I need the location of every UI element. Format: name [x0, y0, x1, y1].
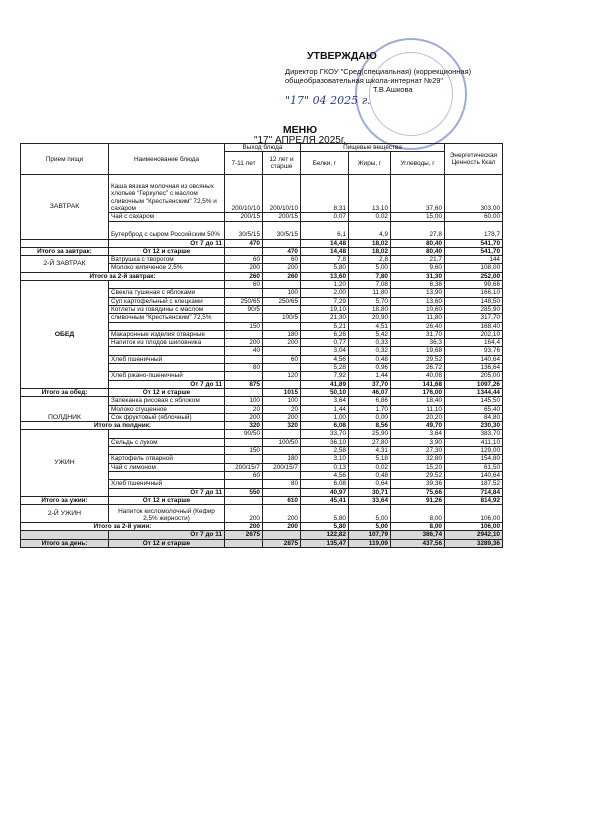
cell-total-output: 550 — [225, 488, 263, 496]
total-row — [21, 239, 503, 247]
cell-carbs: 8,38 — [391, 281, 445, 289]
cell-age1: 90/50 — [225, 430, 263, 438]
cell-energy: 202,10 — [445, 330, 503, 338]
cell-carbs: 386,74 — [391, 531, 445, 539]
cell-carbs: 29,52 — [391, 471, 445, 479]
cell-age1: 200 — [225, 523, 263, 531]
cell-energy: 144 — [445, 256, 503, 264]
cell-energy: 106,00 — [445, 505, 503, 523]
total-label: Итого за ужин: — [21, 496, 109, 504]
cell-carbs: 29,52 — [391, 355, 445, 363]
cell-age2: 200/15 — [263, 213, 301, 221]
cell-total-output: 875 — [225, 380, 263, 388]
cell-carbs: 13,90 — [391, 289, 445, 297]
cell-age1: 150 — [225, 322, 263, 330]
cell-age1: 200 — [225, 264, 263, 272]
cell-energy: 252,00 — [445, 272, 503, 280]
cell-age2: 80 — [263, 480, 301, 488]
cell-fat: 0,02 — [349, 213, 391, 221]
cell-carbs: 27,30 — [391, 447, 445, 455]
cell-energy: 187,52 — [445, 480, 503, 488]
cell-age2: 100/5 — [263, 314, 301, 322]
cell-carbs: 8,00 — [391, 505, 445, 523]
cell-protein: 1,44 — [301, 405, 349, 413]
cell-protein: 0,07 — [301, 213, 349, 221]
cell-protein: 14,48 — [301, 247, 349, 255]
cell-energy: 303,00 — [445, 175, 503, 213]
cell-protein: 40,97 — [301, 488, 349, 496]
director-name: Т.В.Ашкова — [373, 85, 413, 94]
cell-age2: 100/50 — [263, 438, 301, 446]
approval-line-2: общеобразовательная школа-интернат №29" — [285, 76, 444, 85]
cell-energy: 383,70 — [445, 430, 503, 438]
cell-age1: 60 — [225, 256, 263, 264]
cell-carbs: 176,00 — [391, 388, 445, 396]
cell-age1: 200/10/10 — [225, 175, 263, 213]
cell-energy: 1344,44 — [445, 388, 503, 396]
cell-carbs: 13,60 — [391, 297, 445, 305]
cell-protein: 5,21 — [301, 322, 349, 330]
total-label: Итого за 2-й ужин: — [21, 523, 225, 531]
cell-protein: 135,47 — [301, 539, 349, 547]
cell-energy: 230,30 — [445, 422, 503, 430]
cell-total-output: 1015 — [263, 388, 301, 396]
cell-carbs: 21,7 — [391, 256, 445, 264]
cell-carbs: 49,70 — [391, 422, 445, 430]
cell-carbs: 31,70 — [391, 330, 445, 338]
cell-fat: 33,64 — [349, 496, 391, 504]
dish-name: Запеканка рисовая с яблоком — [109, 397, 225, 405]
table-row — [21, 505, 503, 523]
cell-fat: 4,31 — [349, 447, 391, 455]
cell-protein: 33,70 — [301, 430, 349, 438]
cell-energy: 178,7 — [445, 221, 503, 239]
cell-protein: 50,10 — [301, 388, 349, 396]
dish-name: Сельдь с луком — [109, 438, 225, 446]
cell-energy: 1097,26 — [445, 380, 503, 388]
cell-fat: 27,80 — [349, 438, 391, 446]
cell-protein: 6,08 — [301, 480, 349, 488]
approval-line-1: Директор ГКОУ "Сред(специальная) (коррекционная) — [285, 67, 472, 76]
cell-energy: 205,00 — [445, 372, 503, 380]
cell-protein: 122,82 — [301, 531, 349, 539]
dish-name: Ватрушка с творогом — [109, 256, 225, 264]
cell-carbs: 75,66 — [391, 488, 445, 496]
cell-fat: 119,09 — [349, 539, 391, 547]
cell-age1: 80 — [225, 364, 263, 372]
cell-age1: 60 — [225, 281, 263, 289]
cell-energy: 814,92 — [445, 496, 503, 504]
cell-energy: 145,50 — [445, 397, 503, 405]
cell-carbs: 10,60 — [391, 305, 445, 313]
dish-name: Котлеты из говядины с маслом — [109, 305, 225, 313]
cell-fat: 0,32 — [349, 347, 391, 355]
cell-carbs: 36,3 — [391, 339, 445, 347]
cell-fat: 7,80 — [349, 272, 391, 280]
meal-dinner: УЖИН — [21, 430, 109, 496]
col-energy: Энергетическая Ценность Ккал — [445, 144, 503, 175]
cell-protein: 7,29 — [301, 297, 349, 305]
dish-name: Суп картофельный с клецками — [109, 297, 225, 305]
table-row — [21, 430, 503, 438]
cell-protein: 4,56 — [301, 471, 349, 479]
cell-age2: 200 — [263, 413, 301, 421]
dish-name: Свекла тушеная с яблоками — [109, 289, 225, 297]
cell-age1: 200 — [225, 413, 263, 421]
cell-fat: 0,64 — [349, 480, 391, 488]
cell-energy: 154,80 — [445, 455, 503, 463]
age-label: От 7 до 11 — [109, 488, 225, 496]
cell-energy: 317,70 — [445, 314, 503, 322]
cell-carbs: 26,72 — [391, 364, 445, 372]
meal-snack: ПОЛДНИК — [21, 397, 109, 422]
col-carbs: Углеводы, г — [391, 152, 445, 175]
cell-age2: 60 — [263, 256, 301, 264]
table-row — [21, 397, 503, 405]
cell-energy: 166,10 — [445, 289, 503, 297]
cell-carbs: 19,68 — [391, 347, 445, 355]
handwritten-date: "17" 04 2025 г. — [285, 94, 371, 107]
cell-energy: 93,76 — [445, 347, 503, 355]
col-age1: 7-11 лет — [225, 152, 263, 175]
cell-fat: 0,33 — [349, 339, 391, 347]
total-row — [21, 496, 503, 504]
age-label: От 7 до 11 — [109, 380, 225, 388]
cell-fat: 0,96 — [349, 364, 391, 372]
cell-age2: 320 — [263, 422, 301, 430]
cell-fat: 8,56 — [349, 422, 391, 430]
cell-age2: 100 — [263, 289, 301, 297]
cell-carbs: 40,08 — [391, 372, 445, 380]
meal-breakfast2: 2-Й ЗАВТРАК — [21, 256, 109, 273]
cell-protein: 8,31 — [301, 175, 349, 213]
cell-fat: 25,90 — [349, 430, 391, 438]
col-protein: Белки, г — [301, 152, 349, 175]
cell-carbs: 15,00 — [391, 213, 445, 221]
cell-fat: 5,42 — [349, 330, 391, 338]
meal-dinner2: 2-Й УЖИН — [21, 505, 109, 523]
cell-age2: 200 — [263, 264, 301, 272]
cell-energy: 60,00 — [445, 213, 503, 221]
cell-carbs: 8,00 — [391, 523, 445, 531]
cell-protein: 7,8 — [301, 256, 349, 264]
dish-name: Чай с сахаром — [109, 213, 225, 221]
cell-fat: 0,48 — [349, 355, 391, 363]
cell-carbs: 18,40 — [391, 397, 445, 405]
cell-age1: 100 — [225, 397, 263, 405]
cell-age2: 180 — [263, 455, 301, 463]
cell-energy: 61,50 — [445, 463, 503, 471]
menu-table — [20, 143, 503, 548]
cell-fat: 11,80 — [349, 289, 391, 297]
cell-age2: 260 — [263, 272, 301, 280]
page-title: МЕНЮ — [282, 124, 318, 136]
approval-date — [285, 94, 371, 107]
table-row — [21, 175, 503, 213]
dish-name: Напиток из плодов шиповника — [109, 339, 225, 347]
cell-fat: 7,08 — [349, 281, 391, 289]
cell-carbs: 91,26 — [391, 496, 445, 504]
cell-protein: 36,10 — [301, 438, 349, 446]
cell-protein: 5,80 — [301, 505, 349, 523]
col-dish: Наименование блюда — [109, 144, 225, 175]
cell-age2: 200/15/7 — [263, 463, 301, 471]
cell-age1: 200 — [225, 339, 263, 347]
cell-age2: 60 — [263, 355, 301, 363]
header-row — [21, 144, 503, 152]
cell-protein: 2,58 — [301, 447, 349, 455]
cell-fat: 18,02 — [349, 239, 391, 247]
cell-protein: 4,56 — [301, 355, 349, 363]
age-label: От 12 и старше — [109, 539, 225, 547]
cell-protein: 6,26 — [301, 330, 349, 338]
cell-carbs: 15,20 — [391, 463, 445, 471]
total-row — [21, 422, 503, 430]
cell-total-output: 470 — [225, 239, 263, 247]
cell-carbs: 32,80 — [391, 455, 445, 463]
cell-age2: 180 — [263, 330, 301, 338]
cell-fat: 6,86 — [349, 397, 391, 405]
total-row — [21, 523, 503, 531]
cell-fat: 1,70 — [349, 405, 391, 413]
cell-carbs: 26,40 — [391, 322, 445, 330]
cell-protein: 5,80 — [301, 523, 349, 531]
dish-name: Хлеб ржано-пшеничный — [109, 372, 225, 380]
dish-name: Напиток кисломолочный (Кефир 2,5% жирности) — [109, 505, 225, 523]
cell-energy: 714,84 — [445, 488, 503, 496]
total-label: Итого за завтрак: — [21, 247, 109, 255]
cell-energy: 148,50 — [445, 297, 503, 305]
age-label: От 12 и старше — [109, 388, 225, 396]
total-row — [21, 247, 503, 255]
total-label: Итого за обед: — [21, 388, 109, 396]
dish-name: Молоко сгущенное — [109, 405, 225, 413]
total-row — [21, 531, 503, 539]
cell-fat: 46,07 — [349, 388, 391, 396]
cell-fat: 5,00 — [349, 264, 391, 272]
cell-energy: 106,00 — [445, 523, 503, 531]
cell-energy: 541,70 — [445, 239, 503, 247]
cell-protein: 19,10 — [301, 305, 349, 313]
total-row — [21, 539, 503, 547]
cell-carbs: 3,90 — [391, 438, 445, 446]
cell-energy: 541,70 — [445, 247, 503, 255]
cell-total-output: 610 — [263, 496, 301, 504]
cell-fat: 20,90 — [349, 314, 391, 322]
cell-age1: 200/15 — [225, 213, 263, 221]
cell-energy: 285,90 — [445, 305, 503, 313]
cell-fat: 13,10 — [349, 175, 391, 213]
meal-lunch: ОБЕД — [21, 281, 109, 389]
cell-protein: 3,64 — [301, 397, 349, 405]
dish-name: Чай с лимоном — [109, 463, 225, 471]
cell-age2: 200/10/10 — [263, 175, 301, 213]
cell-total-output: 2875 — [263, 539, 301, 547]
cell-age2: 200 — [263, 505, 301, 523]
cell-carbs: 37,60 — [391, 175, 445, 213]
cell-fat: 37,70 — [349, 380, 391, 388]
cell-carbs: 11,10 — [391, 405, 445, 413]
cell-fat: 1,44 — [349, 372, 391, 380]
cell-total-output: 2675 — [225, 531, 263, 539]
cell-protein: 45,41 — [301, 496, 349, 504]
cell-fat: 0,02 — [349, 463, 391, 471]
cell-age1: 20 — [225, 405, 263, 413]
cell-energy: 140,64 — [445, 355, 503, 363]
cell-carbs: 141,68 — [391, 380, 445, 388]
cell-carbs: 27,8 — [391, 221, 445, 239]
age-label: От 7 до 11 — [109, 531, 225, 539]
cell-energy: 136,64 — [445, 364, 503, 372]
cell-age2: 30/5/15 — [263, 221, 301, 239]
cell-age1: 250/65 — [225, 297, 263, 305]
cell-fat: 107,79 — [349, 531, 391, 539]
cell-energy: 65,40 — [445, 405, 503, 413]
cell-age1: 60 — [225, 471, 263, 479]
cell-protein: 0,13 — [301, 463, 349, 471]
cell-energy: 140,64 — [445, 471, 503, 479]
cell-fat: 5,00 — [349, 523, 391, 531]
cell-fat: 4,9 — [349, 221, 391, 239]
cell-fat: 30,71 — [349, 488, 391, 496]
dish-name: Каша вязкая молочная из овсяных хлопьев "Геркулес" с маслом сливочным "Крестьянским" 72,5% и сахаром — [109, 175, 225, 213]
cell-age2: 250/65 — [263, 297, 301, 305]
cell-age1: 260 — [225, 272, 263, 280]
cell-carbs: 39,36 — [391, 480, 445, 488]
cell-protein: 6,08 — [301, 422, 349, 430]
age-label: От 12 и старше — [109, 247, 225, 255]
total-row — [21, 388, 503, 396]
cell-fat: 0,00 — [349, 413, 391, 421]
col-age2: 12 лет и старше — [263, 152, 301, 175]
cell-protein: 5,80 — [301, 264, 349, 272]
cell-protein: 14,48 — [301, 239, 349, 247]
cell-protein: 21,30 — [301, 314, 349, 322]
cell-energy: 99,66 — [445, 281, 503, 289]
cell-age1: 40 — [225, 347, 263, 355]
cell-protein: 0,77 — [301, 339, 349, 347]
cell-age1: 200/15/7 — [225, 463, 263, 471]
cell-carbs: 9,60 — [391, 264, 445, 272]
cell-energy: 164,4 — [445, 339, 503, 347]
dish-name: Картофель отварной — [109, 455, 225, 463]
cell-energy: 84,80 — [445, 413, 503, 421]
cell-protein: 1,20 — [301, 281, 349, 289]
age-label: От 12 и старше — [109, 496, 225, 504]
cell-protein: 3,04 — [301, 347, 349, 355]
cell-age2: 200 — [263, 339, 301, 347]
cell-protein: 2,00 — [301, 289, 349, 297]
cell-carbs: 80,40 — [391, 247, 445, 255]
col-nutrients: Пищевые вещества — [301, 144, 445, 152]
cell-protein: 41,89 — [301, 380, 349, 388]
cell-carbs: 3,64 — [391, 430, 445, 438]
cell-age1: 90/5 — [225, 305, 263, 313]
cell-energy: 108,00 — [445, 264, 503, 272]
cell-protein: 13,60 — [301, 272, 349, 280]
cell-protein: 5,28 — [301, 364, 349, 372]
total-row — [21, 272, 503, 280]
cell-energy: 129,00 — [445, 447, 503, 455]
cell-energy: 2942,10 — [445, 531, 503, 539]
cell-protein: 6,1 — [301, 221, 349, 239]
menu-date: "17" АПРЕЛЯ 2025г. — [253, 135, 347, 146]
cell-age2: 20 — [263, 405, 301, 413]
total-label: Итого за полдник: — [21, 422, 225, 430]
meal-breakfast: ЗАВТРАК — [21, 175, 109, 239]
table-row — [21, 281, 503, 289]
cell-protein: 7,92 — [301, 372, 349, 380]
cell-carbs: 31,30 — [391, 272, 445, 280]
cell-fat: 5,18 — [349, 455, 391, 463]
cell-carbs: 11,80 — [391, 314, 445, 322]
cell-age1: 320 — [225, 422, 263, 430]
cell-fat: 4,51 — [349, 322, 391, 330]
col-fat: Жиры, г — [349, 152, 391, 175]
cell-carbs: 80,40 — [391, 239, 445, 247]
age-label: От 7 до 11 — [109, 239, 225, 247]
cell-age2: 120 — [263, 372, 301, 380]
cell-age2: 200 — [263, 523, 301, 531]
cell-protein: 1,00 — [301, 413, 349, 421]
cell-energy: 168,40 — [445, 322, 503, 330]
cell-fat: 18,02 — [349, 247, 391, 255]
total-label: Итого за день: — [21, 539, 109, 547]
cell-fat: 5,00 — [349, 505, 391, 523]
dish-name: Сок фруктовый (яблочный) — [109, 413, 225, 421]
dish-name: сливочным "Крестьянским" 72,5% — [109, 314, 225, 322]
dish-name: Хлеб пшеничный — [109, 480, 225, 488]
cell-fat: 5,70 — [349, 297, 391, 305]
cell-total-output: 470 — [263, 247, 301, 255]
cell-age1: 150 — [225, 447, 263, 455]
table-row — [21, 256, 503, 264]
dish-name: Хлеб пшеничный — [109, 355, 225, 363]
cell-age1: 200 — [225, 505, 263, 523]
dish-name: Бутерброд с сыром Российским 50% — [109, 221, 225, 239]
cell-age1: 30/5/15 — [225, 221, 263, 239]
cell-protein: 3,10 — [301, 455, 349, 463]
cell-fat: 18,80 — [349, 305, 391, 313]
total-label: Итого за 2-й завтрак: — [21, 272, 225, 280]
cell-energy: 411,10 — [445, 438, 503, 446]
approval-header: УТВЕРЖДАЮ — [307, 50, 377, 62]
dish-name: Молоко кипяченое 2,5% — [109, 264, 225, 272]
cell-fat: 0,48 — [349, 471, 391, 479]
col-meal: Прием пищи — [21, 144, 109, 175]
cell-energy: 3289,36 — [445, 539, 503, 547]
dish-name: Макаронные изделия отварные — [109, 330, 225, 338]
col-output: Выход блюда — [225, 144, 301, 152]
cell-carbs: 20,20 — [391, 413, 445, 421]
cell-fat: 2,8 — [349, 256, 391, 264]
cell-age2: 100 — [263, 397, 301, 405]
cell-carbs: 437,56 — [391, 539, 445, 547]
